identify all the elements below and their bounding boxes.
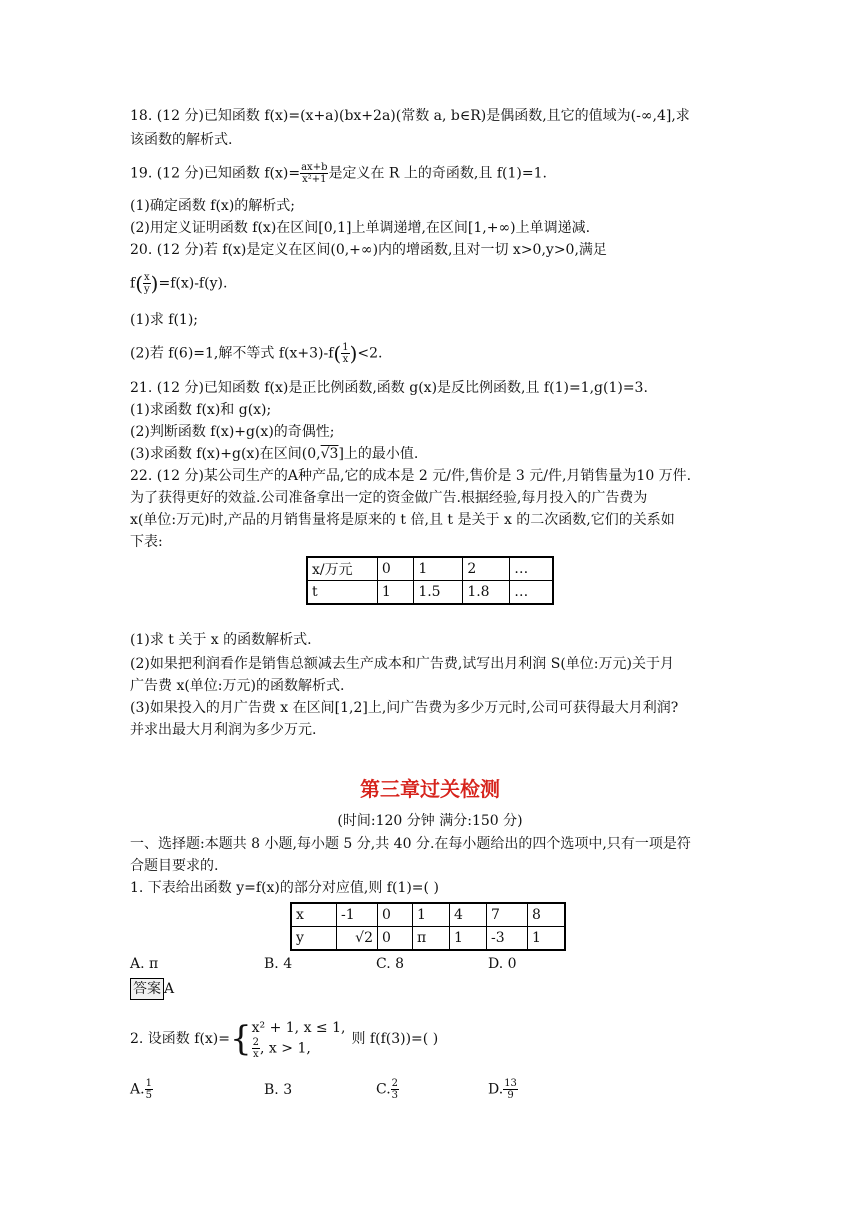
c2-stem: 2. 设函数 f(x)={ x² + 1, x ≤ 1, $\frac{2}{x}$ , x > 1, 则 f(f(3))=( ) (130, 1019, 439, 1060)
c1-option-a: A. π (130, 956, 159, 972)
q19-pre: 19. (12 分)已知函数 f(x)= (130, 165, 301, 182)
c1-option-d: D. 0 (488, 956, 517, 972)
q20-part2: (2)若 f(6)=1,解不等式 f(x+3)-f( $\frac{1}{x}$ )<2. (130, 341, 383, 366)
c2-option-b: B. 3 (264, 1082, 293, 1098)
q22-line2: 为了获得更好的效益.公司准备拿出一定的资金做广告.根据经验,每月投入的广告费为 (130, 490, 648, 506)
q22-line3: x(单位:万元)时,产品的月销售量将是原来的 t 倍,且 t 是关于 x 的二次函数,它们的关系如 (130, 512, 675, 528)
q19-post: 是定义在 R 上的奇函数,且 f(1)=1. (328, 165, 547, 182)
q22-part1: (1)求 t 关于 x 的函数解析式. (130, 632, 312, 648)
q22-table (306, 556, 554, 605)
c1-answer (130, 978, 174, 1000)
c1-table (290, 902, 566, 951)
c2-option-a: A. $\frac{1}{5}$ (130, 1078, 152, 1101)
c1-stem: 1. 下表给出函数 y=f(x)的部分对应值,则 f(1)=( ) (130, 880, 439, 896)
table-row: t 1 1.5 1.8 … (307, 581, 553, 605)
q19-fraction: $\frac{ax+b}{\text{x²+1}}$ (301, 162, 328, 185)
q22-line4: 下表: (130, 534, 163, 550)
q21-part1: (1)求函数 f(x)和 g(x); (130, 402, 272, 418)
q20-part1: (1)求 f(1); (130, 312, 199, 328)
q20-line1: 20. (12 分)若 f(x)是定义在区间(0,+∞)内的增函数,且对一切 x>0,y>0,满足 (130, 242, 607, 258)
q21-part2: (2)判断函数 f(x)+g(x)的奇偶性; (130, 424, 335, 440)
answer-value: A (164, 981, 175, 997)
q18-line2: 该函数的解析式. (130, 132, 233, 148)
c2-option-c: C. $\frac{2}{3}$ (376, 1078, 399, 1101)
q19-line1 (130, 162, 547, 185)
q22-part3b: 并求出最大月利润为多少万元. (130, 722, 317, 738)
q22-part3a: (3)如果投入的月广告费 x 在区间[1,2]上,问广告费为多少万元时,公司可获得最大月利润? (130, 700, 679, 716)
q18-line1: 18. (12 分)已知函数 f(x)=(x+a)(bx+2a)(常数 a, b∈R)是偶函数,且它的值域为(-∞,4],求 (130, 108, 690, 124)
c2-option-d: D. $\frac{13}{9}$ (488, 1078, 517, 1101)
chapter-title: 第三章过关检测 (360, 777, 500, 801)
q19-part2: (2)用定义证明函数 f(x)在区间[0,1]上单调递增,在区间[1,+∞)上单调递减. (130, 220, 591, 236)
c1-option-c: C. 8 (376, 956, 405, 972)
c1-option-b: B. 4 (264, 956, 293, 972)
chapter-time: (时间:120 分钟 满分:150 分) (337, 813, 523, 829)
table-row: x/万元 0 1 2 … (307, 557, 553, 581)
q22-line1: 22. (12 分)某公司生产的A种产品,它的成本是 2 元/件,售价是 3 元/件,月销售量为10 万件. (130, 468, 692, 484)
section-intro-line2: 合题目要求的. (130, 858, 219, 874)
answer-label: 答案 (130, 978, 164, 1000)
q21-line1: 21. (12 分)已知函数 f(x)是正比例函数,函数 g(x)是反比例函数,且 f(1)=1,g(1)=3. (130, 380, 648, 396)
section-intro-line1: 一、选择题:本题共 8 小题,每小题 5 分,共 40 分.在每小题给出的四个选项中,只有一项是符 (130, 836, 691, 852)
q22-part2b: 广告费 x(单位:万元)的函数解析式. (130, 678, 345, 694)
q20-condition: f( $\frac{x}{y}$ )=f(x)-f(y). (130, 271, 228, 296)
q22-part2a: (2)如果把利润看作是销售总额减去生产成本和广告费,试写出月利润 S(单位:万元)关于月 (130, 656, 674, 672)
q21-part3: (3)求函数 f(x)+g(x)在区间(0,√3]上的最小值. (130, 446, 419, 462)
table-row: x -1 0 1 4 7 8 (291, 903, 565, 927)
table-row: y √2 0 π 1 -3 1 (291, 927, 565, 951)
q19-part1: (1)确定函数 f(x)的解析式; (130, 198, 295, 214)
